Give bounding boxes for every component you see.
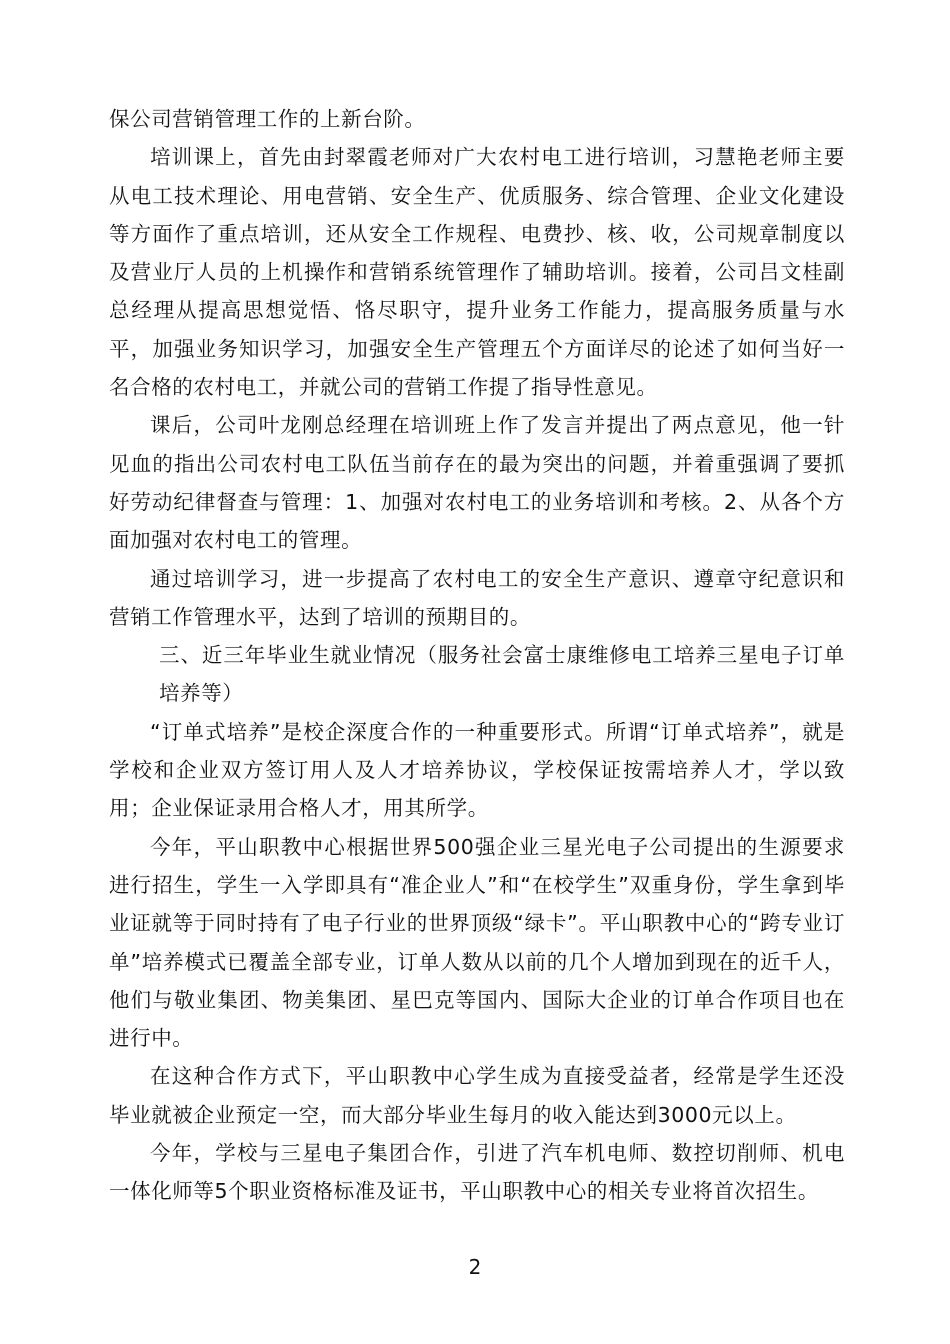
- paragraph-1: 保公司营销管理工作的上新台阶。: [109, 107, 426, 131]
- paragraph-6: 今年，平山职教中心根据世界500强企业三星光电子公司提出的生源要求进行招生，学生一入学即具有“准企业人”和“在校学生”双重身份，学生拿到毕业证就等于同时持有了电子行业的世界顶级“绿卡”。平山职教中心的“跨专业订单”培养模式已覆盖全部专业，订单人数从以前的几个人增加到现在的近千人，他们与敬业集团、物美集团、星巴克等国内、国际大企业的订单合作项目也在进行中。: [109, 834, 845, 1051]
- page-number: 2: [468, 1255, 482, 1279]
- section-heading: 三、近三年毕业生就业情况（服务社会富士康维修电工培养三星电子订单培养等）: [159, 643, 845, 706]
- paragraph-7: 在这种合作方式下，平山职教中心学生成为直接受益者，经常是学生还没毕业就被企业预定一空，而大部分毕业生每月的收入能达到3000元以上。: [109, 1064, 845, 1127]
- paragraph-3: 课后，公司叶龙刚总经理在培训班上作了发言并提出了两点意见，他一针见血的指出公司农村电工队伍当前存在的最为突出的问题，并着重强调了要抓好劳动纪律督查与管理：1、加强对农村电工的业务培训和考核。2、从各个方面加强对农村电工的管理。: [109, 413, 845, 553]
- document-body: [109, 100, 845, 1211]
- paragraph-5: “订单式培养”是校企深度合作的一种重要形式。所谓“订单式培养”，就是学校和企业双方签订用人及人才培养协议，学校保证按需培养人才，学以致用；企业保证录用合格人才，用其所学。: [109, 719, 845, 821]
- paragraph-2: 培训课上，首先由封翠霞老师对广大农村电工进行培训，习慧艳老师主要从电工技术理论、用电营销、安全生产、优质服务、综合管理、企业文化建设等方面作了重点培训，还从安全工作规程、电费抄、核、收，公司规章制度以及营业厅人员的上机操作和营销系统管理作了辅助培训。接着，公司吕文桂副总经理从提高思想觉悟、恪尽职守，提升业务工作能力，提高服务质量与水平，加强业务知识学习，加强安全生产管理五个方面详尽的论述了如何当好一名合格的农村电工，并就公司的营销工作提了指导性意见。: [109, 145, 845, 400]
- paragraph-4: 通过培训学习，进一步提高了农村电工的安全生产意识、遵章守纪意识和营销工作管理水平，达到了培训的预期目的。: [109, 566, 845, 629]
- paragraph-8: 今年，学校与三星电子集团合作，引进了汽车机电师、数控切削师、机电一体化师等5个职业资格标准及证书，平山职教中心的相关专业将首次招生。: [109, 1141, 845, 1204]
